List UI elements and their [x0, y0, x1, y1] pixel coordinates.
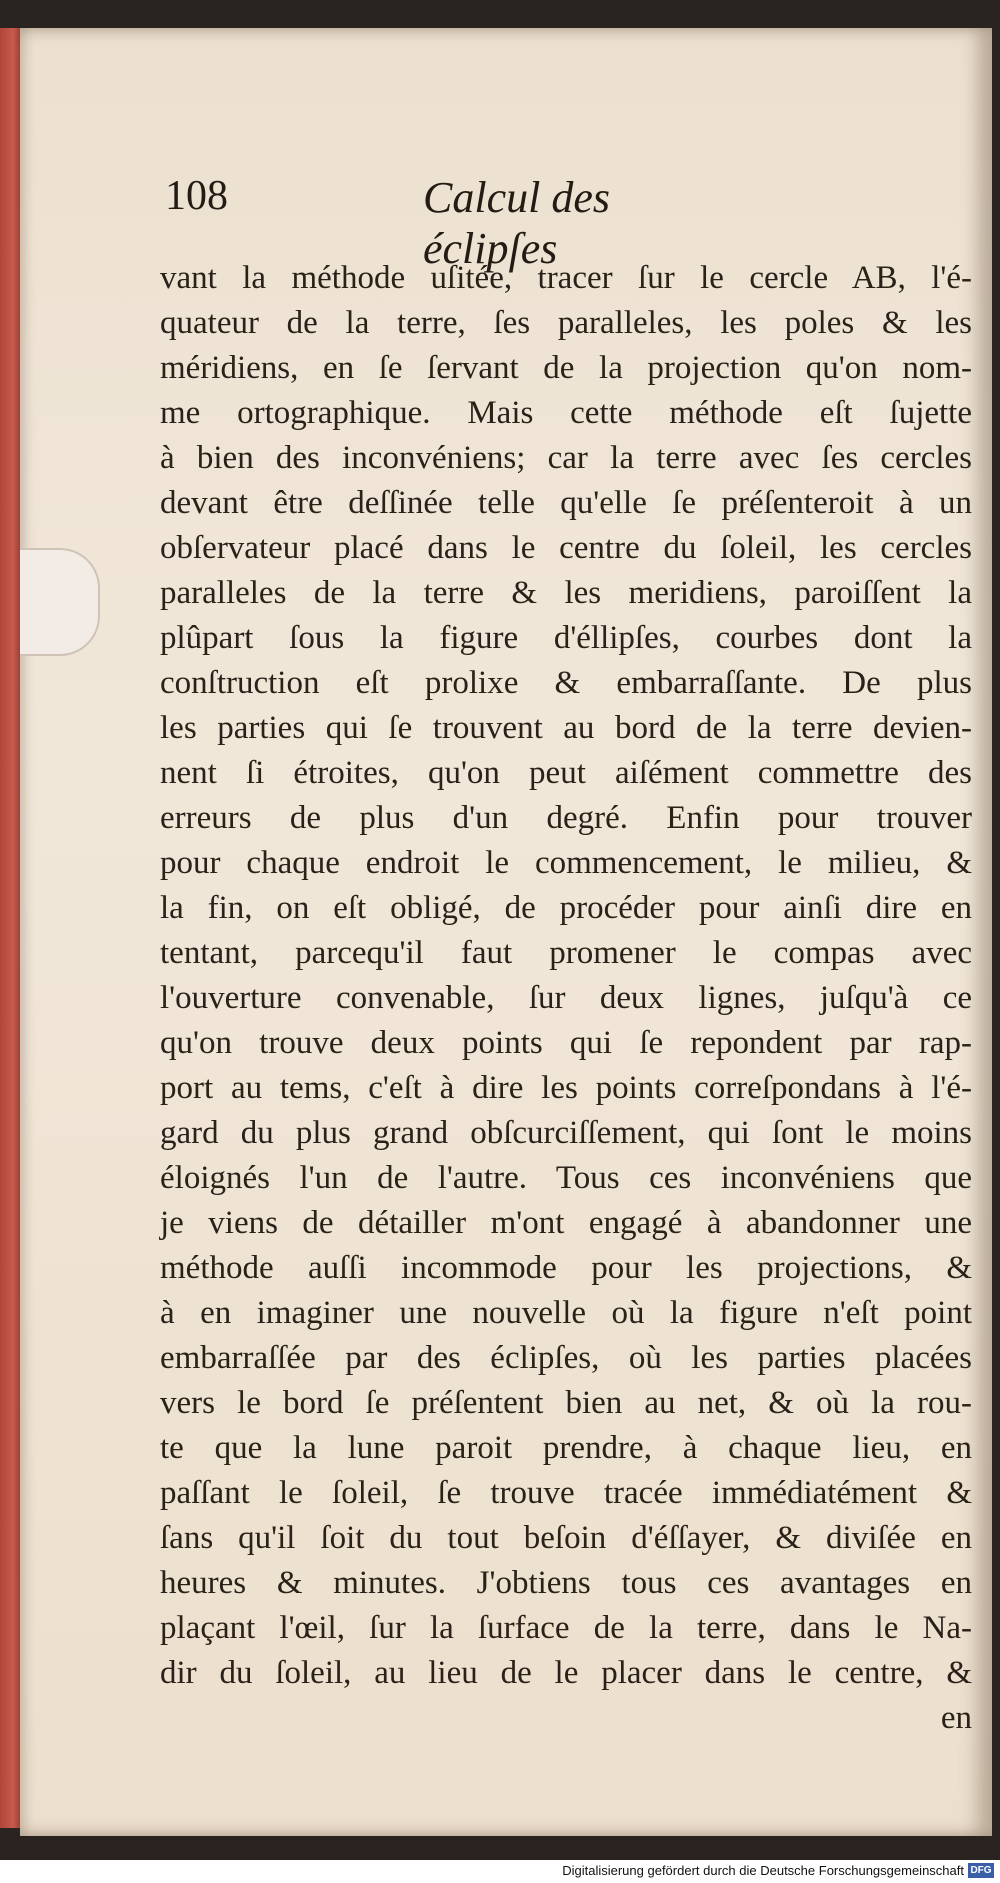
text-line: nent ſi étroites, qu'on peut aiſément commettre des [160, 755, 972, 791]
text-line: me ortographique. Mais cette méthode eſt ſujette [160, 395, 972, 431]
text-line: paſſant le ſoleil, ſe trouve tracée immédiatément & [160, 1475, 972, 1511]
text-line: tentant, parcequ'il faut promener le compas avec [160, 935, 972, 971]
text-line: à en imaginer une nouvelle où la figure n'eſt point [160, 1295, 972, 1331]
text-line: vers le bord ſe préſentent bien au net, & où la rou- [160, 1385, 972, 1421]
text-line: gard du plus grand obſcurciſſement, qui ſont le moins [160, 1115, 972, 1151]
text-line: l'ouverture convenable, ſur deux lignes, juſqu'à ce [160, 980, 972, 1016]
text-line: port au tems, c'eſt à dire les points correſpondans à l'é- [160, 1070, 972, 1106]
funding-credit: Digitalisierung gefördert durch die Deutsche Forschungsgemeinschaft [562, 1863, 964, 1878]
footer-bar [0, 1860, 1000, 1883]
text-line: méthode auſſi incommode pour les projections, & [160, 1250, 972, 1286]
text-line: te que la lune paroit prendre, à chaque lieu, en [160, 1430, 972, 1466]
text-line: embarraſſée par des éclipſes, où les parties placées [160, 1340, 972, 1376]
scan-bottom-edge [0, 1836, 1000, 1860]
text-line: heures & minutes. J'obtiens tous ces avantages en [160, 1565, 972, 1601]
text-line: à bien des inconvéniens; car la terre avec ſes cercles [160, 440, 972, 476]
page-header [165, 172, 725, 273]
text-line: plaçant l'œil, ſur la ſurface de la terre, dans le Na- [160, 1610, 972, 1646]
text-line: paralleles de la terre & les meridiens, paroiſſent la [160, 575, 972, 611]
text-line: pour chaque endroit le commencement, le milieu, & [160, 845, 972, 881]
dfg-logo: DFG [968, 1863, 994, 1878]
page-number: 108 [165, 173, 228, 219]
catchword: en [940, 1700, 972, 1736]
book-edge [0, 28, 22, 1828]
text-line: la fin, on eſt obligé, de procéder pour ainſi dire en [160, 890, 972, 926]
text-line: qu'on trouve deux points qui ſe repondent par rap- [160, 1025, 972, 1061]
text-line: quateur de la terre, ſes paralleles, les poles & les [160, 305, 972, 341]
text-line: les parties qui ſe trouvent au bord de la terre devien- [160, 710, 972, 746]
text-line: devant être deſſinée telle qu'elle ſe préſenteroit à un [160, 485, 972, 521]
text-line: méridiens, en ſe ſervant de la projection qu'on nom- [160, 350, 972, 386]
text-line: erreurs de plus d'un degré. Enfin pour trouver [160, 800, 972, 836]
text-line: dir du ſoleil, au lieu de le placer dans le centre, & [160, 1655, 972, 1691]
text-line: obſervateur placé dans le centre du ſoleil, les cercles [160, 530, 972, 566]
text-line: conſtruction eſt prolixe & embarraſſante. De plus [160, 665, 972, 701]
text-line: éloignés l'un de l'autre. Tous ces inconvéniens que [160, 1160, 972, 1196]
text-line: plûpart ſous la figure d'éllipſes, courbes dont la [160, 620, 972, 656]
text-line: ſans qu'il ſoit du tout beſoin d'éſſayer, & diviſée en [160, 1520, 972, 1556]
running-title: Calcul des éclipſes [423, 173, 610, 273]
body-text [160, 256, 972, 1741]
text-line: je viens de détailler m'ont engagé à abandonner une [160, 1205, 972, 1241]
text-line: vant la méthode uſitée, tracer ſur le cercle AB, l'é- [160, 260, 972, 296]
page-tab-marker [20, 548, 100, 656]
